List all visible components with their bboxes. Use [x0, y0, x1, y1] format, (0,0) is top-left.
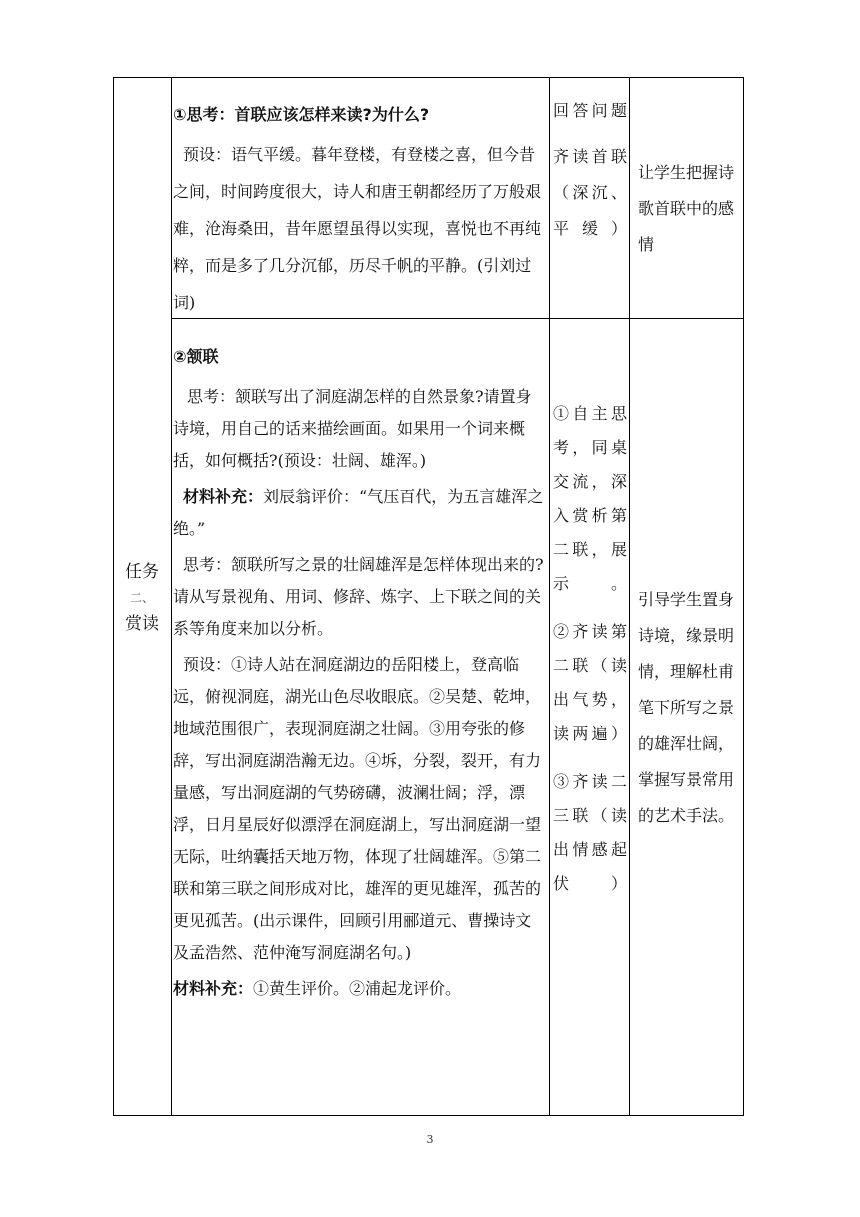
row1-activity-2: 齐读首联（深沉、平缓）	[553, 147, 627, 238]
row2-material2	[173, 973, 547, 1005]
lesson-plan-table	[113, 77, 744, 1116]
task-label-line2: 二、	[129, 591, 154, 605]
task-label-line3: 赏读	[125, 614, 159, 634]
row2-material1-text: 刘辰翁评价：“气压百代，为五言雄浑之绝。”	[173, 487, 544, 538]
column-divider-1	[171, 77, 172, 1116]
row2-material2-label: 材料补充：	[173, 979, 254, 998]
row1-activity-cell	[553, 93, 627, 247]
column-divider-2	[549, 77, 550, 1116]
task-label-cell	[113, 557, 171, 639]
row2-think1: 思考：颔联写出了洞庭湖怎样的自然景象?请置身诗境，用自己的话来描绘画面。如果用一个词来概括，如何概括?(预设：壮阔、雄浑。)	[173, 387, 532, 470]
table-border-top	[113, 77, 744, 78]
row2-material1	[173, 481, 547, 545]
row1-preset: 预设：语气平缓。暮年登楼，有登楼之喜，但今昔之间，时间跨度很大，诗人和唐王朝都经历了万般艰难，沧海桑田，昔年愿望虽得以实现，喜悦也不再纯粹，而是多了几分沉郁，历尽千帆的平静。(引刘过词)	[173, 145, 542, 312]
row2-material1-label: 材料补充：	[183, 487, 264, 506]
page-number: 3	[426, 1133, 434, 1146]
row1-activity-1: 回答问题	[553, 101, 627, 120]
row2-activity-1: ①自主思考，同桌交流，深入赏析第二联，展示。	[553, 404, 627, 593]
row1-goal: 让学生把握诗歌首联中的感情	[638, 163, 735, 254]
row1-question: ①思考：首联应该怎样来读?为什么?	[173, 105, 430, 124]
row1-goal-cell	[638, 155, 742, 263]
row2-think2: 思考：颔联所写之景的壮阔雄浑是怎样体现出来的?请从写景视角、用词、修辞、炼字、上下联之间的关系等角度来加以分析。	[173, 555, 544, 638]
row2-activity-2: ②齐读第二联（读出气势，读两遍）	[553, 622, 627, 743]
row1-content-cell	[173, 100, 547, 321]
row2-material2-text: ①黄生评价。②浦起龙评价。	[253, 979, 462, 998]
column-divider-3	[629, 77, 630, 1116]
row2-goal: 引导学生置身诗境，缘景明情，理解杜甫笔下所写之景的雄浑壮阔，掌握写景常用的艺术手法。	[638, 590, 735, 825]
row2-goal-cell	[638, 582, 742, 834]
table-border-bottom	[113, 1115, 744, 1116]
task-label-line1: 任务	[125, 562, 159, 582]
row2-activity-3: ③齐读二三联（读出情感起伏）	[553, 772, 627, 893]
table-border-right	[743, 77, 744, 1116]
row2-content-cell	[173, 341, 547, 1009]
row2-activity-cell	[553, 397, 627, 901]
row2-preset: 预设：①诗人站在洞庭湖边的岳阳楼上，登高临远，俯视洞庭，湖光山色尽收眼底。②吴楚、乾坤，地域范围很广，表现洞庭湖之壮阔。③用夸张的修辞，写出洞庭湖浩瀚无边。④坼，分裂，裂开，有力量感，写出洞庭湖的气势磅礴，波澜壮阔；浮，漂浮，日月星辰好似漂浮在洞庭湖上，写出洞庭湖一望无际，吐纳囊括天地万物，体现了壮阔雄浑。⑤第二联和第三联之间形成对比，雄浑的更见雄浑，孤苦的更见孤苦。(出示课件，回顾引用郦道元、曹操诗文及孟浩然、范仲淹写洞庭湖名句。)	[173, 655, 542, 962]
row2-heading: ②颔联	[173, 347, 219, 366]
